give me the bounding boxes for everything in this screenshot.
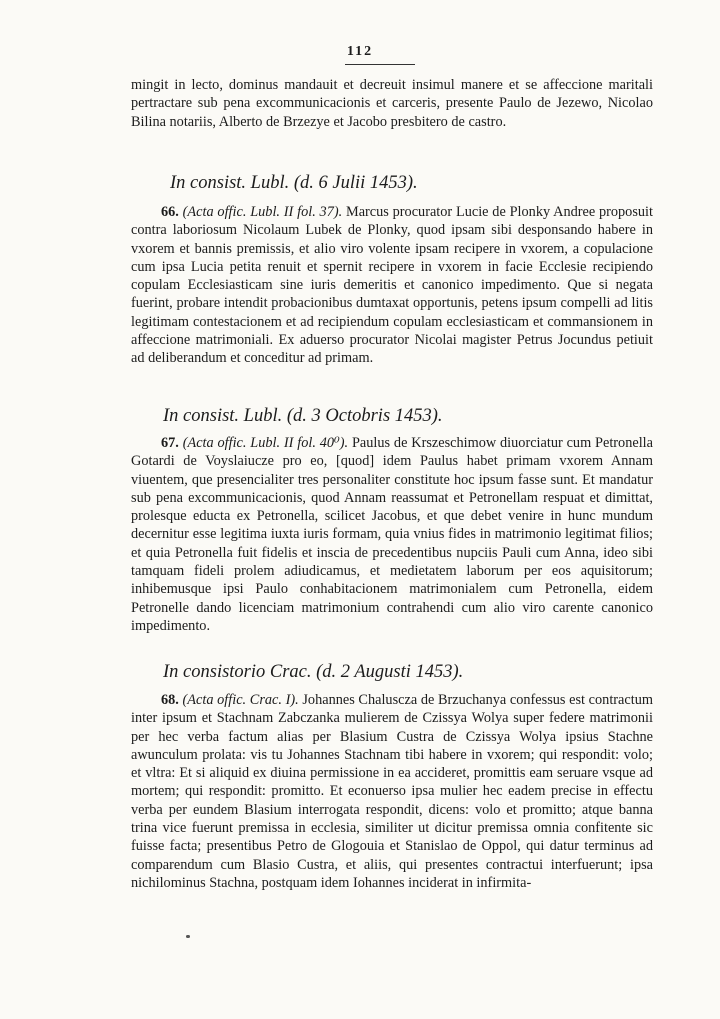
- section-heading-67: In consist. Lubl. (d. 3 Octobris 1453).: [163, 406, 443, 426]
- entry-paragraph-66: [131, 203, 653, 368]
- entry-source-67: (Acta offic. Lubl. II fol. 40⁰).: [182, 435, 349, 451]
- entry-number-68: 68.: [161, 692, 179, 708]
- continuation-paragraph: mingit in lecto, dominus mandauit et decreuit insimul manere et se affeccione maritali pertractare sub pena excommunicacionis et carceris, presente Paulo de Jezewo, Nicolao Bilina notariis, Alberto de Brzezye et Jacobo presbitero de castro.: [131, 77, 653, 130]
- entry-number-66: 66.: [161, 204, 179, 220]
- entry-text-68: Johannes Chaluscza de Brzuchanya confessus est contractum inter ipsum et Stachnam Zabczanka mulierem de Czissya Wolya super federe matrimonii per hec verba factum alias per Blasium Custra de Czissya Wolya ipsius Stachne awunculum prolata: vis tu Johannes Stachnam tibi habere in vxorem; qui respondit: volo; et vltra: Et si aliquid ex diuina permissione in ea accideret, promittis eam seruare vsque ad mortem; qui respondit: promitto. Et econuerso ipsa mulier hec eadem precise in effectu verba per eundem Blasium interrogata respondit, dicens: volo et promitto; atque banna trina vice fuerunt premissa in ecclesia, similiter ut dicitur premissa omnia confitente sic fuisse facta; presentibus Petro de Glogouia et Stanislao de Oppol, qui datur terminus ad comparendum cum Blasio Custra, et aliis, qui presentes contractui interfuerunt; ipsa nichilominus Stachna, postquam idem Iohannes inciderat in infirmita-: [131, 692, 653, 891]
- page-number: 112: [346, 44, 374, 59]
- entry-source-68: (Acta offic. Crac. I).: [182, 692, 299, 708]
- entry-text-66: Marcus procurator Lucie de Plonky Andree proposuit contra laboriosum Nicolaum Lubek de Plonky, quod ipsam sibi desponsando habere in vxorem et bannis premissis, et alio viro volente ipsam recipere in vxorem, a copulacione cum ipsa Lucia petita renuit et spernit recipere in vxorem in facie Ecclesie recipiendo copulam Ecclesiasticam sine iuris demeritis et canonico impedimento. Que si negata fuerint, probare intendit probacionibus dumtaxat opportunis, petens ipsum compelli ad litis legitimam contestacionem et ad recipiendum copulam ecclesiasticam et commansionem in affeccione matrimoniali. Ex aduerso procurator Nicolai magister Petrus Jocundus petiuit ad deliberandum et conceditur ad primam.: [131, 204, 653, 367]
- entry-paragraph-68: [131, 691, 653, 892]
- section-heading-68: In consistorio Crac. (d. 2 Augusti 1453).: [163, 662, 464, 682]
- entry-text-67: Paulus de Krszeschimow diuorciatur cum Petronella Gotardi de Voyslaiucze pro eo, [quod] idem Paulus habet primam vxorem Annam viuentem, que presencialiter tres personaliter constitute hoc ipsum fasse sunt. Et mandatur sub pena excommunicacionis, quod Annam reassumat et Petronellam respuat et dimittat, prolesque educta ex Petronella, scilicet Jacobus, et que debet venire in hunc mundum decernitur esse legitima iuxta iuris formam, quia vnius fides in matrimonio legitimat filios; et quia Petronella fuit fidelis et inscia de precedentibus nupciis Pauli cum Anna, ideo sibi tamquam fideli prolem adiudicamus, et medietatem laborum per eos aquisitorum; inhibemusque ipsi Paulo conhabitacionem matrimonialem cum Petronella, eidem Petronelle dando licenciam matrimonium contrahendi cum alio viro carente canonico impedimento.: [131, 435, 653, 634]
- entry-paragraph-67: [131, 434, 653, 635]
- page-number-rule: [345, 64, 415, 65]
- entry-source-66: (Acta offic. Lubl. II fol. 37).: [182, 204, 343, 220]
- section-heading-66: In consist. Lubl. (d. 6 Julii 1453).: [170, 173, 418, 193]
- entry-number-67: 67.: [161, 435, 179, 451]
- print-mark: [186, 935, 190, 938]
